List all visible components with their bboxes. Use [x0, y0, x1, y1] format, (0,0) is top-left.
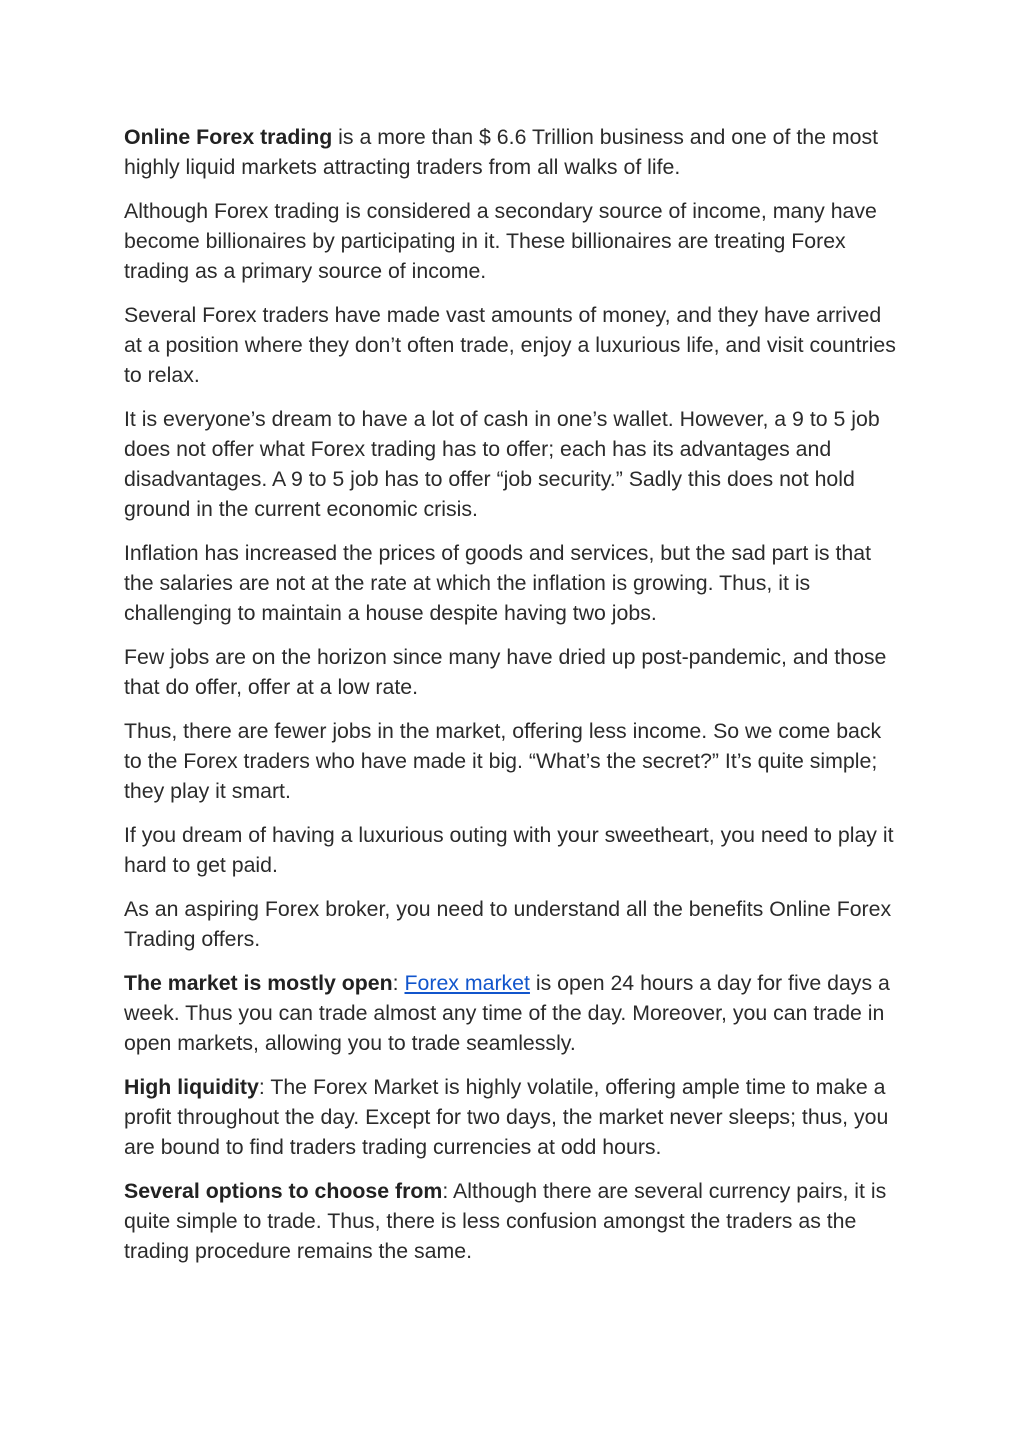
separator: : [392, 971, 405, 995]
bold-term: The market is mostly open [124, 971, 393, 995]
paragraph-liquidity [124, 1072, 902, 1162]
paragraph-few-jobs: Few jobs are on the horizon since many have dried up post-pandemic, and those that do offer, offer at a low rate. [124, 645, 887, 699]
forex-market-link[interactable]: Forex market [404, 971, 530, 995]
paragraph-intro [124, 122, 902, 182]
paragraph-job-security: It is everyone’s dream to have a lot of cash in one’s wallet. However, a 9 to 5 job does not offer what Forex trading has to offer; each has its advantages and disadvantages. A 9 to 5 job has to offer “job security.” Sadly this does not hold ground in the current economic crisis. [124, 407, 880, 521]
paragraph-text: is open 24 hours a day for five days a week. Thus you can trade almost any time of the day. Moreover, you can trade in open markets, allowing you to trade seamlessly. [124, 971, 890, 1055]
paragraph-market-open [124, 968, 902, 1058]
paragraph-inflation: Inflation has increased the prices of goods and services, but the sad part is that the salaries are not at the rate at which the inflation is growing. Thus, it is challenging to maintain a house despite having two jobs. [124, 541, 872, 625]
paragraph-text: : The Forex Market is highly volatile, offering ample time to make a profit throughout the day. Except for two days, the market never sleeps; thus, you are bound to find traders trading currencies at odd hours. [124, 1075, 889, 1159]
bold-term: Several options to choose from [124, 1179, 443, 1203]
paragraph-wealthy-traders: Several Forex traders have made vast amounts of money, and they have arrived at a position where they don’t often trade, enjoy a luxurious life, and visit countries to relax. [124, 303, 896, 387]
paragraph-text: : Although there are several currency pairs, it is quite simple to trade. Thus, there is less confusion amongst the traders as the trading procedure remains the same. [124, 1179, 887, 1263]
paragraph-text: is a more than $ 6.6 Trillion business and one of the most highly liquid markets attracting traders from all walks of life. [124, 125, 879, 179]
bold-term: Online Forex trading [124, 125, 333, 149]
paragraph-secret: Thus, there are fewer jobs in the market, offering less income. So we come back to the Forex traders who have made it big. “What’s the secret?” It’s quite simple; they play it smart. [124, 719, 882, 803]
paragraph-benefits: As an aspiring Forex broker, you need to understand all the benefits Online Forex Trading offers. [124, 897, 892, 951]
paragraph-secondary-income: Although Forex trading is considered a secondary source of income, many have become billionaires by participating in it. These billionaires are treating Forex trading as a primary source of income. [124, 199, 877, 283]
bold-term: High liquidity [124, 1075, 259, 1099]
paragraph-options [124, 1176, 902, 1266]
document-body [124, 122, 902, 1280]
paragraph-dream: If you dream of having a luxurious outing with your sweetheart, you need to play it hard to get paid. [124, 823, 894, 877]
